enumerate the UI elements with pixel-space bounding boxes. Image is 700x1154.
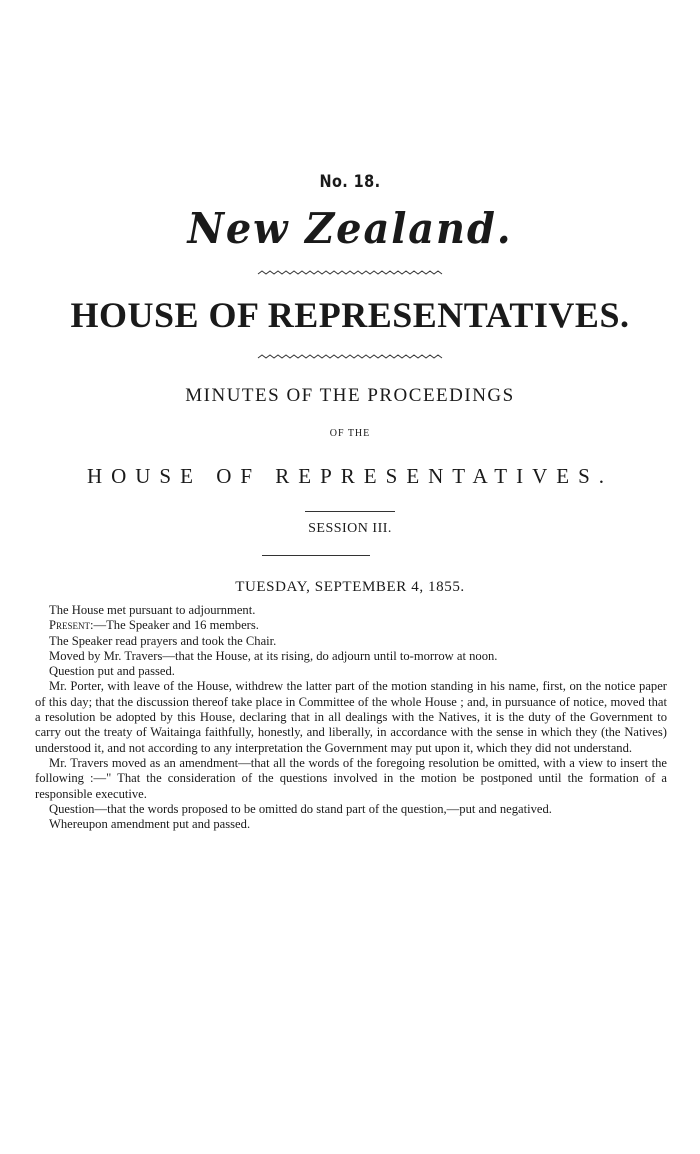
- paragraph-adjourn-motion: Moved by Mr. Travers—that the House, at its rising, do adjourn until to-morrow at noon.: [49, 648, 498, 663]
- session-label: SESSION III.: [308, 521, 392, 536]
- minutes-heading: MINUTES OF THE PROCEEDINGS: [185, 385, 515, 406]
- document-number: No. 18.: [319, 172, 381, 192]
- present-label: Present: [49, 618, 91, 633]
- short-rule-top: [305, 511, 395, 512]
- paragraph-present: [35, 618, 667, 633]
- present-text: :—The Speaker and 16 members.: [90, 618, 259, 633]
- short-rule-bottom: [262, 555, 370, 556]
- wavy-divider-top: [0, 268, 700, 278]
- house-subtitle: HOUSE OF REPRESENTATIVES.: [86, 464, 614, 488]
- paragraph-prayers: The Speaker read prayers and took the Chair.: [49, 633, 277, 648]
- house-title: HOUSE OF REPRESENTATIVES.: [70, 295, 630, 335]
- wavy-divider-bottom: [0, 352, 700, 362]
- paragraph-amendment-passed: Whereupon amendment put and passed.: [49, 817, 251, 832]
- minutes-body: [35, 603, 667, 832]
- paragraph-porter-motion: Mr. Porter, with leave of the House, withdrew the latter part of the motion standing in his name, first, on the notice paper of this day; that the discussion thereof take place in Committee of the whole House ; and, in pursuance of notice, moved that a resolution be adopted by this House, declaring that in all dealings with the Natives, it is the duty of the Government to carry out the treaty of Waitainga faithfully, honestly, and liberally, in accordance with the sense in which they (the Natives) understood it, and not according to any interpretation the Government may put upon it, which they did not understand.: [35, 679, 667, 755]
- country-title: New Zealand.: [187, 204, 513, 253]
- sitting-date: TUESDAY, SEPTEMBER 4, 1855.: [235, 579, 465, 595]
- paragraph-question-passed: Question put and passed.: [49, 664, 175, 679]
- of-the-label: OF THE: [329, 428, 371, 439]
- paragraph-question-negatived: Question—that the words proposed to be omitted do stand part of the question,—put and negatived.: [49, 801, 552, 816]
- paragraph-meeting: The House met pursuant to adjournment.: [49, 603, 256, 617]
- paragraph-travers-amendment: Mr. Travers moved as an amendment—that all the words of the foregoing resolution be omitted, with a view to insert the following :—" That the consideration of the questions involved in the motion be postponed until the formation of a responsible executive.: [35, 755, 667, 801]
